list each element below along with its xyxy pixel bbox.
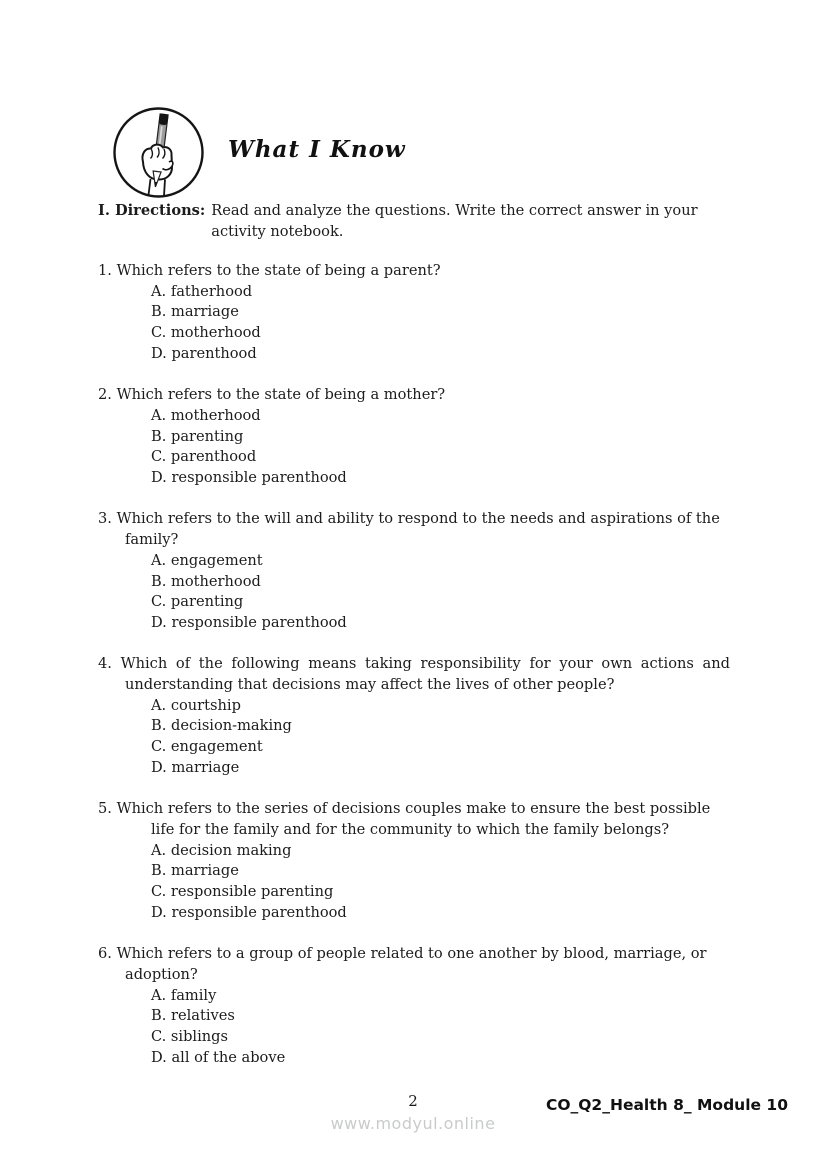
question-4	[98, 654, 730, 778]
option: D. responsible parenthood	[151, 469, 347, 487]
directions-text	[211, 201, 697, 242]
question-line: 6. Which refers to a group of people related to one another by blood, marriage, or	[98, 945, 707, 963]
watermark: www.modyul.online	[330, 1114, 496, 1133]
question-6	[98, 944, 730, 1068]
directions-line: activity notebook.	[211, 222, 344, 240]
question-line: 4. Which of the following means taking responsibility for your own actions and	[98, 655, 730, 673]
question-1	[98, 261, 730, 365]
module-code: CO_Q2_Health 8_ Module 10	[545, 1096, 788, 1114]
question-line: 1. Which refers to the state of being a parent?	[98, 262, 441, 279]
option: A. motherhood	[151, 406, 261, 424]
option: C. parenthood	[151, 448, 257, 466]
option: B. relatives	[151, 1007, 235, 1025]
directions-label: I. Directions:	[98, 202, 206, 219]
option: D. responsible parenthood	[151, 613, 347, 631]
directions	[98, 201, 738, 242]
question-line: 5. Which refers to the series of decisions couples make to ensure the best possible	[98, 800, 711, 818]
question-line: 3. Which refers to the will and ability to respond to the needs and aspirations of the	[98, 510, 720, 528]
question-3	[98, 509, 730, 633]
option: D. parenthood	[151, 344, 257, 362]
option: D. marriage	[151, 758, 240, 776]
option: C. responsible parenting	[151, 883, 334, 901]
page-number: 2	[408, 1092, 418, 1110]
hand-writing-pencil-icon	[112, 106, 205, 199]
option: B. marriage	[151, 303, 239, 321]
directions-line: Read and analyze the questions. Write the correct answer in your	[211, 202, 698, 219]
section-header	[112, 106, 406, 199]
question-list	[98, 261, 730, 1089]
option: C. siblings	[151, 1027, 228, 1045]
option: B. parenting	[151, 427, 244, 445]
option: A. family	[151, 986, 217, 1004]
option: D. responsible parenthood	[151, 903, 347, 921]
option: B. marriage	[151, 862, 239, 880]
option: C. motherhood	[151, 324, 261, 342]
option: C. parenting	[151, 593, 244, 611]
question-line: adoption?	[125, 965, 198, 983]
option: B. motherhood	[151, 572, 261, 590]
option: A. engagement	[151, 551, 263, 569]
question-line: life for the family and for the community to which the family belongs?	[151, 820, 670, 838]
question-line: family?	[125, 531, 179, 549]
question-line: 2. Which refers to the state of being a mother?	[98, 386, 446, 404]
question-2	[98, 385, 730, 489]
option: C. engagement	[151, 738, 263, 756]
option: D. all of the above	[151, 1048, 286, 1066]
option: A. decision making	[151, 841, 292, 859]
option: A. courtship	[151, 696, 241, 714]
question-5	[98, 799, 730, 923]
page-title: What I Know	[228, 136, 406, 163]
question-line: understanding that decisions may affect the lives of other people?	[125, 676, 615, 694]
option: A. fatherhood	[151, 282, 253, 300]
option: B. decision-making	[151, 717, 292, 735]
